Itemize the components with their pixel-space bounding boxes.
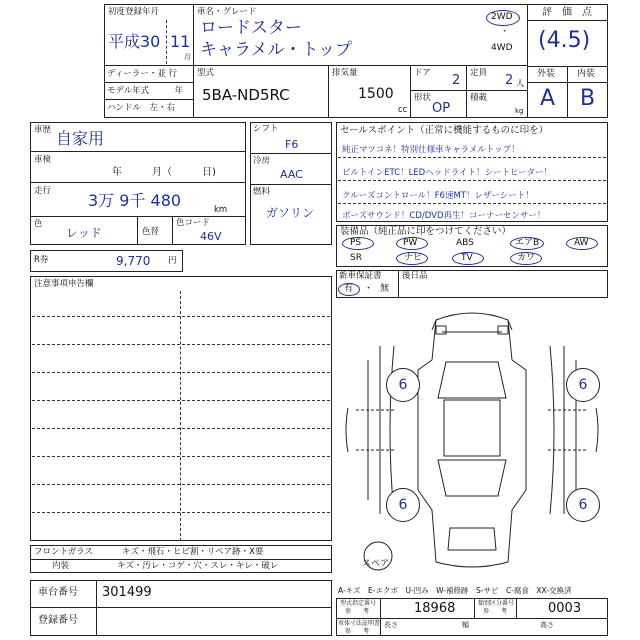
exterior-label: 外装: [537, 69, 556, 79]
interior-grade: B: [580, 86, 596, 111]
height-label: 高さ: [540, 621, 554, 629]
class-sub: 参 考: [483, 608, 508, 615]
recycle-label: R券: [34, 255, 49, 265]
shift-label: シフト: [253, 124, 279, 134]
model-code: 5BA-ND5RC: [202, 86, 290, 104]
equipment-title: 装備品（純正品に印をつけてください）: [340, 226, 512, 237]
import-label: 後日品: [402, 271, 428, 281]
sales-point-item: 純正マツコネ！特別仕様車キャラメルトップ！: [342, 145, 520, 155]
front-glass-label: フロントガラス: [34, 547, 93, 557]
color-code-label: 色コード: [176, 218, 211, 228]
shape-label: 形状: [414, 93, 432, 103]
chassis-value: 301499: [102, 585, 152, 600]
reg-year-label: 初度登録年月: [108, 7, 160, 17]
class-label: 類別区分番号: [478, 600, 515, 607]
fuel-label: 燃料: [253, 187, 271, 197]
capacity: 2: [505, 73, 514, 88]
handle-label: ハンドル 左・右: [107, 103, 176, 113]
type-cert-sub: 参 考: [345, 608, 370, 615]
interior-label: 内装: [577, 69, 596, 79]
car-name: ロードスター: [200, 18, 302, 38]
inspection-value: 年 月（ 日): [112, 167, 216, 178]
equip-sr: SR: [350, 253, 362, 263]
sales-point-item: ビルトインETC！LEDヘッドライト！シートヒーター！: [342, 168, 553, 178]
equip-abs: ABS: [456, 238, 474, 248]
recycle-amount: 9,770: [116, 254, 151, 268]
chassis-label: 車台番号: [38, 587, 78, 598]
exterior-grade: A: [540, 86, 556, 111]
length-label: 長さ: [384, 621, 398, 629]
warranty-no: 無: [380, 284, 390, 294]
interior-cond-label: 内装: [52, 561, 70, 571]
kg-unit: kg: [515, 107, 524, 115]
car-diagram: [336, 300, 608, 582]
dims-sub: 参 考: [345, 628, 370, 635]
yen-unit: 円: [168, 256, 177, 266]
damage-mark: 6: [566, 368, 600, 402]
mileage-label: 走行: [34, 186, 52, 196]
notes-title: 注意事項申告欄: [34, 279, 94, 289]
equip-aw: AW: [574, 238, 589, 248]
doors: 2: [452, 73, 461, 88]
ac-label: 冷房: [253, 156, 271, 166]
drive-2wd: 2WD: [491, 12, 513, 22]
repaint-label: 色替: [142, 227, 160, 237]
color-code: 46V: [200, 230, 222, 243]
width-label: 幅: [462, 621, 469, 629]
displacement-label: 排気量: [332, 68, 358, 78]
equip-airbag: エアB: [515, 238, 540, 248]
usage: 自家用: [56, 129, 105, 148]
capacity-unit: 人: [516, 79, 525, 89]
interior-cond-value: キズ・汚レ・コゲ・穴・スレ・キレ・破レ: [117, 561, 279, 571]
warranty-label: 新車保証書: [339, 271, 382, 281]
color: レッド: [66, 226, 102, 240]
warranty-sep: ・: [364, 284, 374, 294]
inspection-label: 車検: [34, 155, 52, 165]
damage-mark: 6: [386, 488, 420, 522]
door-label: ドア: [414, 68, 431, 78]
equip-navi: ナビ: [404, 253, 423, 263]
shape: OP: [432, 101, 451, 116]
displacement: 1500: [358, 86, 394, 102]
drive-dot: ・: [500, 27, 510, 37]
model-label: 型式: [197, 68, 215, 78]
recycle-frame: [30, 250, 183, 272]
eval-score: (4.5): [538, 28, 591, 53]
type-cert-value: 18968: [414, 601, 456, 616]
car-grade: キャラメル・トップ: [200, 40, 352, 60]
sales-point-item: クルーズコントロール！F6速MT！レザーシート！: [342, 191, 534, 201]
reg-month-unit: 月: [184, 53, 191, 61]
km-unit: km: [214, 205, 228, 215]
cc-unit: cc: [398, 105, 408, 115]
equip-tv: TV: [461, 253, 473, 263]
damage-mark: 6: [566, 488, 600, 522]
dealer-label: ディーラー・並 行: [107, 69, 178, 79]
equip-ps: PS: [350, 238, 362, 248]
name-grade-label: 車名・グレード: [197, 7, 257, 17]
damage-legend: A-キズ E-エクボ U-凹み W-補修跡 S-サビ C-腐食 XX-交換済: [338, 586, 572, 595]
sales-point-item: ボーズサウンド！CD/DVD再生！コーナーセンサー！: [342, 211, 546, 221]
eval-label: 評 価 点: [542, 7, 592, 18]
usage-label: 車歴: [34, 125, 52, 135]
load-label: 積載: [470, 93, 488, 103]
reg-era: 平成30: [108, 32, 161, 51]
damage-mark: 6: [386, 368, 420, 402]
color-label: 色: [34, 219, 43, 229]
class-value: 0003: [548, 601, 582, 616]
warranty-yes: 有: [344, 284, 354, 294]
model-year-label: モデル年式 年: [107, 86, 184, 96]
registration-label: 登録番号: [38, 615, 78, 626]
mileage: 3万 9千 480: [88, 191, 182, 210]
shift: F6: [285, 138, 299, 151]
spare-label: スペア: [362, 559, 390, 569]
equip-leather: カワ: [517, 253, 536, 263]
equip-pw: PW: [403, 238, 418, 248]
drive-4wd: 4WD: [491, 43, 513, 53]
ac: AAC: [280, 168, 303, 181]
sales-points-title: セールスポイント（正常に機能するものに印を）: [340, 125, 549, 136]
dims-label: 車体寸法証明書: [338, 620, 381, 627]
type-cert-label: 型式指定番号: [340, 600, 377, 607]
reg-month: 11: [170, 32, 191, 51]
capacity-label: 定員: [470, 68, 488, 78]
header-frame: [104, 4, 608, 118]
front-glass-value: キズ・飛石・ヒビ割・リペア跡・X要: [122, 547, 264, 557]
fuel: ガソリン: [266, 206, 315, 220]
